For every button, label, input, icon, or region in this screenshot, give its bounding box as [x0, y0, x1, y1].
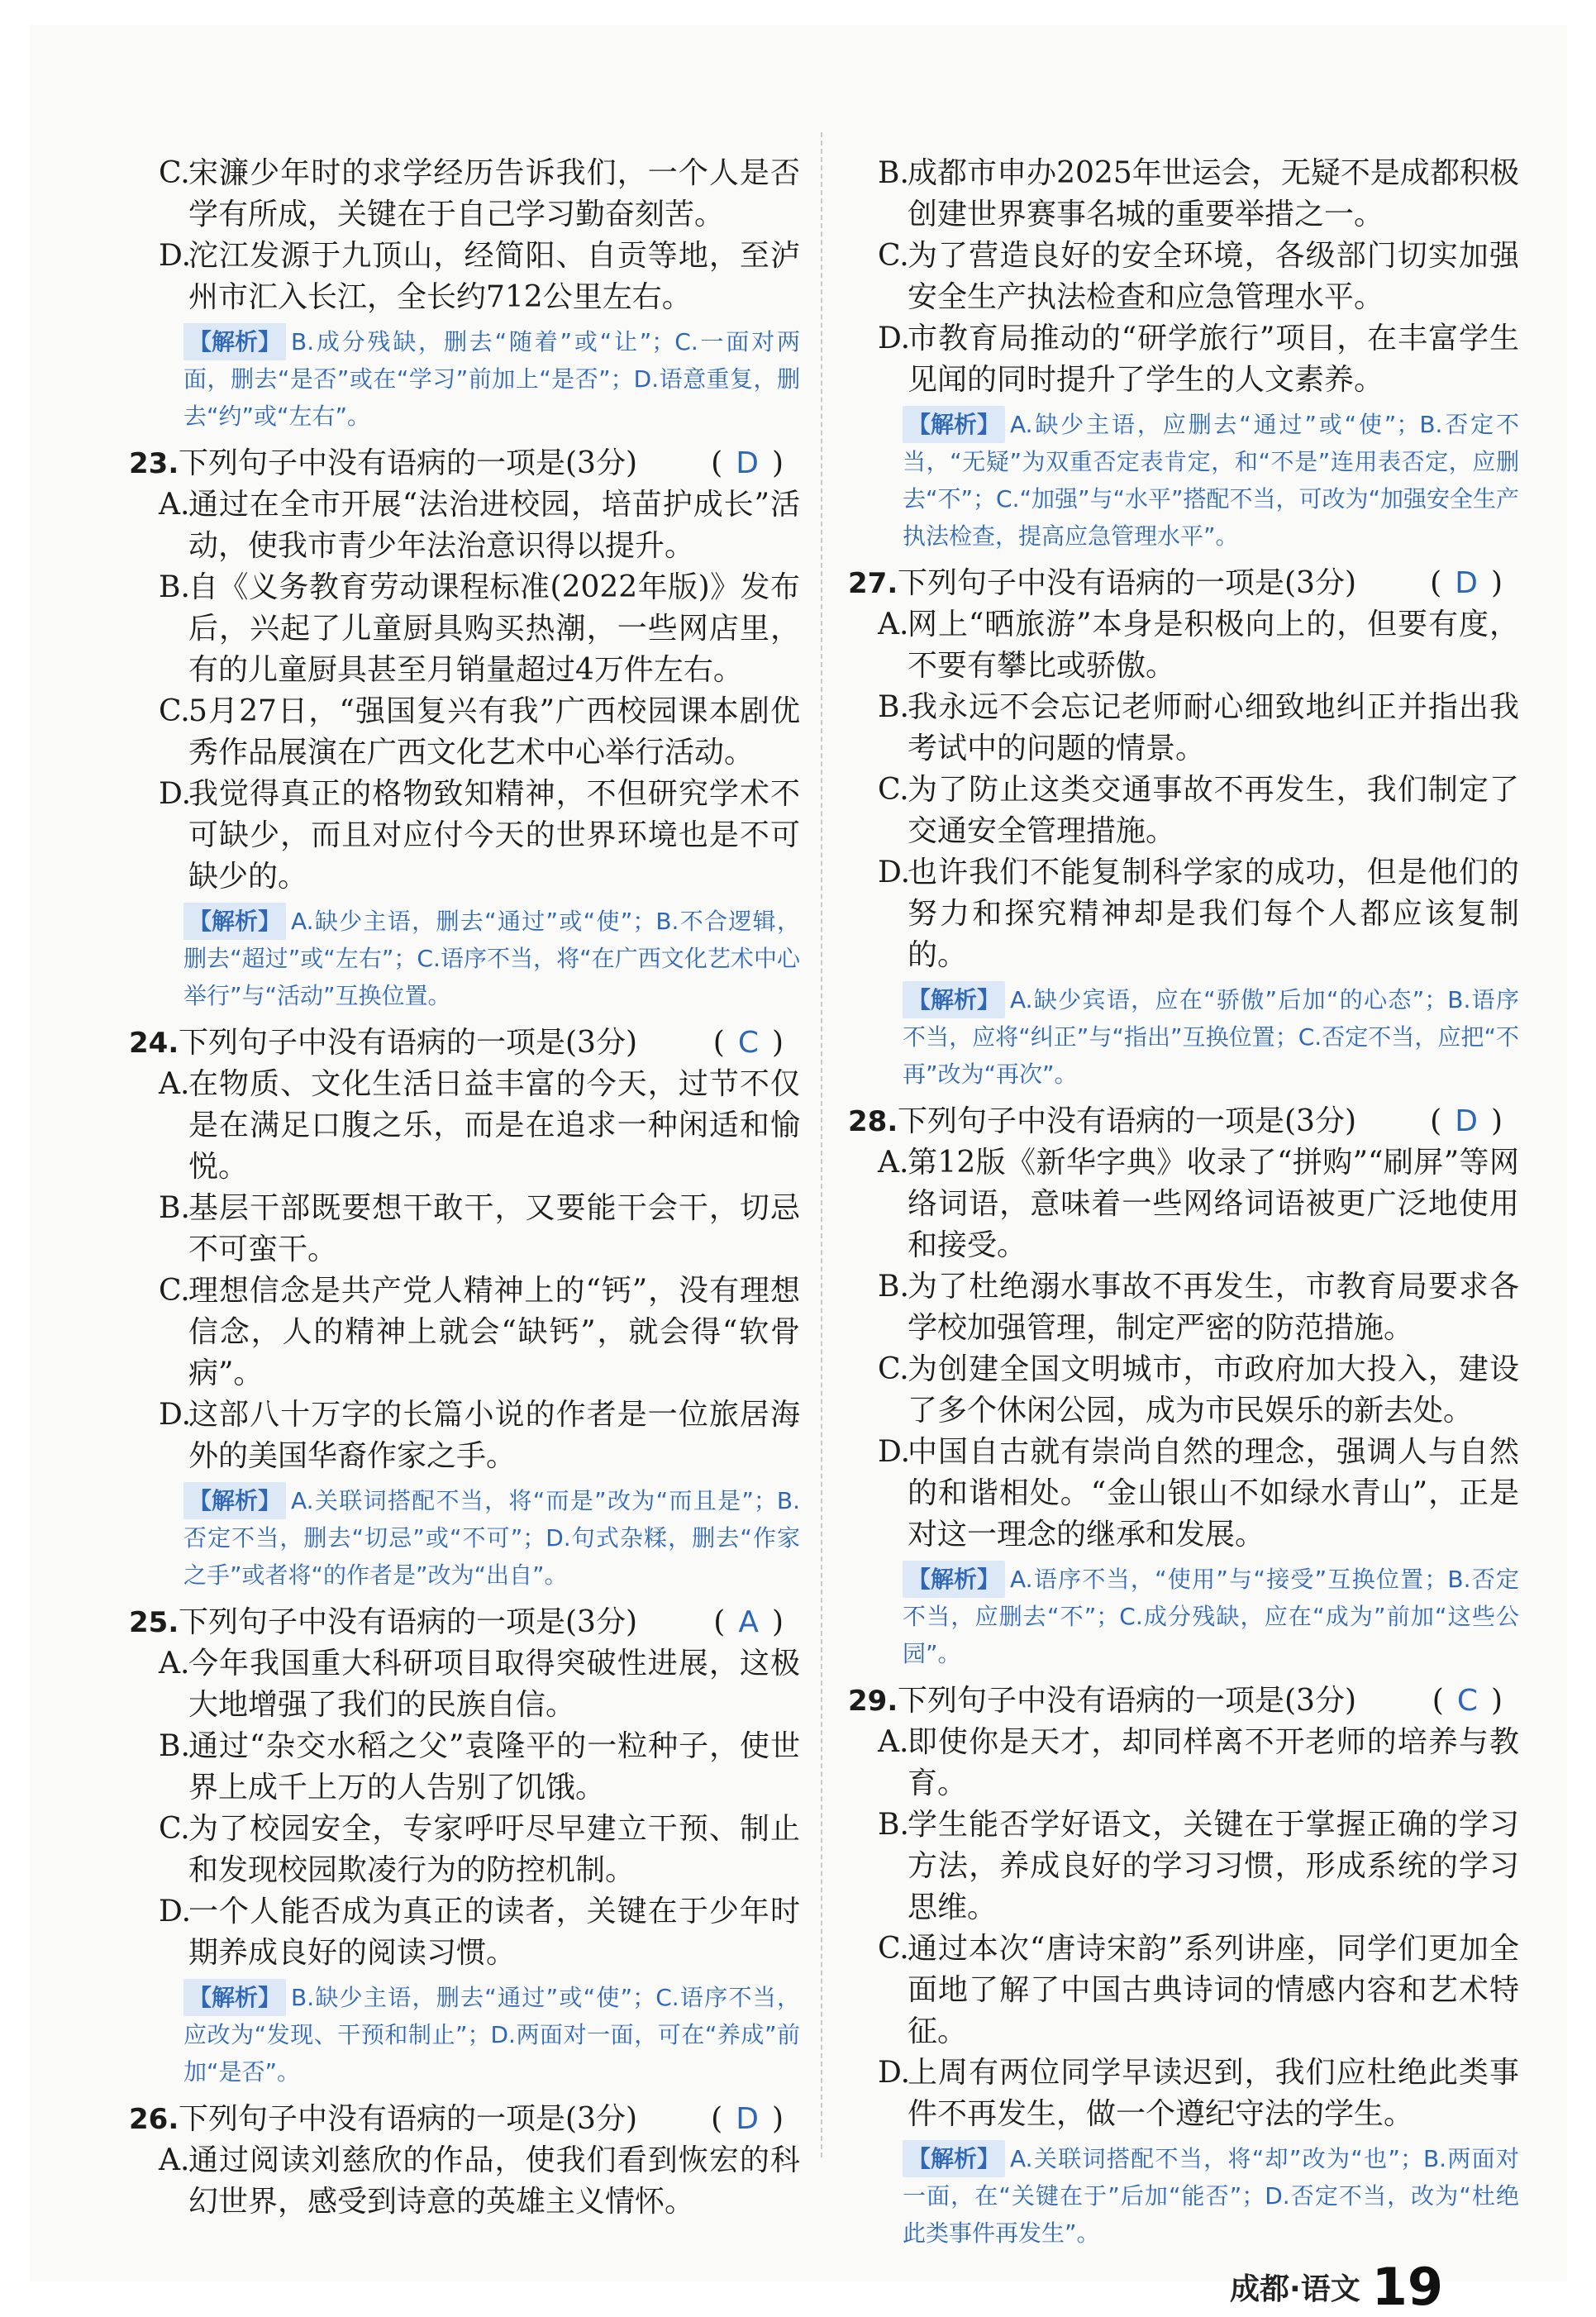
- answer-bracket: ( C ): [712, 1026, 784, 1060]
- option-item: [129, 1271, 800, 1394]
- analysis-note: [183, 323, 800, 435]
- question-number: 27.: [848, 567, 898, 600]
- analysis-tag: 【解析】: [183, 903, 286, 940]
- option-key: A.: [159, 2143, 190, 2177]
- question-number: 24.: [129, 1027, 179, 1060]
- option-key: D.: [878, 1435, 911, 1469]
- option-key: B.: [878, 1270, 909, 1304]
- option-key: C.: [159, 694, 190, 728]
- option-text: 学生能否学好语文，关键在于掌握正确的学习方法，养成良好的学习习惯，形成系统的学习思维。: [908, 1808, 1519, 1924]
- option-item: [848, 852, 1519, 976]
- option-key: D.: [878, 322, 911, 355]
- analysis-tag: 【解析】: [183, 323, 286, 360]
- question-stem: 下列句子中没有语病的一项是(3分): [179, 446, 637, 480]
- option-text: 这部八十万字的长篇小说的作者是一位旅居海外的美国华裔作家之手。: [188, 1398, 800, 1473]
- right-column: [848, 153, 1519, 2260]
- question-header: [848, 1101, 1519, 1142]
- option-text: 为了防止这类交通事故不再发生，我们制定了交通安全管理措施。: [908, 773, 1519, 848]
- option-text: 宋濂少年时的求学经历告诉我们，一个人是否学有所成，关键在于自己学习勤奋刻苦。: [188, 156, 800, 231]
- option-text: 也许我们不能复制科学家的成功，但是他们的努力和探究精神却是我们每个人都应该复制的。: [908, 856, 1519, 972]
- option-item: [848, 153, 1519, 236]
- analysis-text: B.成分残缺，删去“随着”或“让”；C.一面对两面，删去“是否”或在“学习”前加上“是否”；D.语意重复，删去“约”或“左右”。: [183, 328, 800, 430]
- option-text: 第12版《新华字典》收录了“拼购”“刷屏”等网络词语，意味着一些网络词语被更广泛地使用和接受。: [908, 1146, 1519, 1262]
- option-key: B.: [159, 570, 190, 604]
- option-key: B.: [159, 1729, 190, 1763]
- option-text: 市教育局推动的“研学旅行”项目，在丰富学生见闻的同时提升了学生的人文素养。: [908, 322, 1519, 397]
- option-text: 上周有两位同学早读迟到，我们应杜绝此类事件不再发生，做一个遵纪守法的学生。: [908, 2056, 1519, 2131]
- analysis-note: [903, 1561, 1519, 1672]
- analysis-text: A.缺少主语，删去“通过”或“使”；B.不合逻辑，删去“超过”或“左右”；C.语序不当，将“在广西文化艺术中心举行”与“活动”互换位置。: [183, 908, 800, 1009]
- question-number: 29.: [848, 1685, 898, 1718]
- page-number: 19: [1371, 2257, 1443, 2317]
- analysis-tag: 【解析】: [183, 1482, 286, 1519]
- option-text: 理想信念是共产党人精神上的“钙”，没有理想信念，人的精神上就会“缺钙”，就会得“软骨病”。: [188, 1274, 800, 1390]
- option-text: 通过在全市开展“法治进校园，培苗护成长”活动，使我市青少年法治意识得以提升。: [188, 488, 800, 563]
- option-item: [129, 153, 800, 236]
- option-text: 沱江发源于九顶山，经简阳、自贡等地，至泸州市汇入长江，全长约712公里左右。: [188, 239, 800, 314]
- option-text: 成都市申办2025年世运会，无疑不是成都积极创建世界赛事名城的重要举措之一。: [908, 156, 1519, 231]
- answer-bracket: ( D ): [711, 446, 784, 480]
- option-item: [129, 1726, 800, 1809]
- option-text: 一个人能否成为真正的读者，关键在于少年时期养成良好的阅读习惯。: [188, 1895, 800, 1970]
- option-item: [129, 1394, 800, 1477]
- option-item: [848, 2052, 1519, 2135]
- analysis-note: [183, 1979, 800, 2091]
- option-item: [848, 1142, 1519, 1266]
- option-text: 为了校园安全，专家呼吁尽早建立干预、制止和发现校园欺凌行为的防控机制。: [188, 1812, 800, 1887]
- answer-letter: D: [736, 2102, 759, 2136]
- page-footer: [1230, 2257, 1443, 2317]
- analysis-note: [903, 2140, 1519, 2252]
- option-text: 通过本次“唐诗宋韵”系列讲座，同学们更加全面地了解了中国古典诗词的情感内容和艺术特征。: [908, 1932, 1519, 2048]
- option-item: [848, 318, 1519, 401]
- option-text: 今年我国重大科研项目取得突破性进展，这极大地增强了我们的民族自信。: [188, 1647, 800, 1722]
- option-item: [129, 774, 800, 898]
- option-text: 5月27日，“强国复兴有我”广西校园课本剧优秀作品展演在广西文化艺术中心举行活动。: [188, 694, 800, 770]
- analysis-note: [903, 406, 1519, 555]
- option-item: [129, 2140, 800, 2223]
- option-item: [848, 1266, 1519, 1349]
- option-item: [129, 236, 800, 318]
- option-text: 通过“杂交水稻之父”袁隆平的一粒种子，使世界上成千上万的人告别了饥饿。: [188, 1729, 800, 1804]
- option-item: [848, 604, 1519, 687]
- answer-letter: D: [1455, 566, 1478, 600]
- analysis-tag: 【解析】: [903, 1561, 1005, 1598]
- question-number: 26.: [129, 2103, 179, 2136]
- option-item: [848, 770, 1519, 852]
- option-item: [129, 484, 800, 567]
- option-item: [129, 1809, 800, 1891]
- option-key: C.: [878, 1352, 909, 1386]
- option-item: [848, 1432, 1519, 1556]
- question-header: [848, 563, 1519, 604]
- option-text: 为了杜绝溺水事故不再发生，市教育局要求各学校加强管理，制定严密的防范措施。: [908, 1270, 1519, 1345]
- question-stem: 下列句子中没有语病的一项是(3分): [898, 1104, 1356, 1138]
- option-key: D.: [878, 2056, 911, 2090]
- question-number: 25.: [129, 1606, 179, 1639]
- option-text: 中国自古就有崇尚自然的理念，强调人与自然的和谐相处。“金山银山不如绿水青山”，正是对这一理念的继承和发展。: [908, 1435, 1519, 1552]
- option-key: C.: [878, 773, 909, 807]
- option-text: 我永远不会忘记老师耐心细致地纠正并指出我考试中的问题的情景。: [908, 690, 1519, 765]
- question-header: [848, 1681, 1519, 1722]
- option-item: [848, 1349, 1519, 1432]
- left-column: [129, 153, 800, 2223]
- option-key: D.: [159, 1398, 192, 1432]
- option-key: B.: [878, 156, 909, 190]
- answer-bracket: ( D ): [711, 2102, 784, 2136]
- option-key: A.: [159, 1067, 190, 1101]
- option-text: 即使你是天才，却同样离不开老师的培养与教育。: [908, 1725, 1519, 1800]
- analysis-note: [903, 981, 1519, 1093]
- answer-letter: D: [736, 446, 759, 480]
- option-text: 通过阅读刘慈欣的作品，使我们看到恢宏的科幻世界，感受到诗意的英雄主义情怀。: [188, 2143, 800, 2219]
- option-key: A.: [878, 1146, 909, 1180]
- analysis-note: [183, 1482, 800, 1594]
- option-key: C.: [878, 1932, 909, 1966]
- option-item: [129, 1643, 800, 1726]
- analysis-tag: 【解析】: [183, 1979, 286, 2016]
- option-key: B.: [878, 690, 909, 724]
- option-key: A.: [878, 1725, 909, 1759]
- option-item: [848, 687, 1519, 770]
- option-item: [848, 236, 1519, 318]
- analysis-tag: 【解析】: [903, 2140, 1005, 2177]
- option-item: [848, 1722, 1519, 1804]
- analysis-note: [183, 903, 800, 1014]
- question-stem: 下列句子中没有语病的一项是(3分): [898, 566, 1356, 600]
- answer-letter: D: [1455, 1104, 1478, 1138]
- analysis-text: A.关联词搭配不当，将“却”改为“也”；B.两面对一面，在“关键在于”后加“能否”；D.否定不当，改为“杜绝此类事件再发生”。: [903, 2145, 1519, 2247]
- answer-bracket: ( C ): [1432, 1684, 1503, 1718]
- option-key: A.: [159, 488, 190, 522]
- option-key: A.: [878, 608, 909, 641]
- option-key: D.: [159, 1895, 192, 1928]
- option-text: 网上“晒旅游”本身是积极向上的，但要有度，不要有攀比或骄傲。: [908, 608, 1519, 683]
- analysis-text: A.缺少宾语，应在“骄傲”后加“的心态”；B.语序不当，应将“纠正”与“指出”互换位置；C.否定不当，应把“不再”改为“再次”。: [903, 986, 1519, 1088]
- answer-bracket: ( D ): [1430, 1104, 1503, 1138]
- analysis-tag: 【解析】: [903, 406, 1005, 443]
- question-header: [129, 2099, 800, 2140]
- option-item: [129, 691, 800, 774]
- analysis-text: A.缺少主语，应删去“通过”或“使”；B.否定不当，“无疑”为双重否定表肯定，和“不是”连用表否定，应删去“不”；C.“加强”与“水平”搭配不当，可改为“加强安全生产执法检查，提高应急管理水平”。: [903, 411, 1519, 550]
- page: [30, 25, 1567, 2317]
- footer-label: 成都·语文: [1230, 2272, 1360, 2306]
- answer-bracket: ( D ): [1430, 566, 1503, 600]
- option-key: A.: [159, 1647, 190, 1681]
- answer-letter: C: [737, 1026, 759, 1060]
- option-item: [129, 1891, 800, 1974]
- question-stem: 下列句子中没有语病的一项是(3分): [179, 1605, 637, 1639]
- question-stem: 下列句子中没有语病的一项是(3分): [179, 1026, 637, 1060]
- option-item: [129, 1064, 800, 1188]
- answer-letter: C: [1456, 1684, 1478, 1718]
- analysis-text: A.语序不当，“使用”与“接受”互换位置；B.否定不当，应删去“不”；C.成分残缺，应在“成为”前加“这些公园”。: [903, 1566, 1519, 1667]
- option-text: 我觉得真正的格物致知精神，不但研究学术不可缺少，而且对应付今天的世界环境也是不可缺少的。: [188, 777, 800, 894]
- option-text: 在物质、文化生活日益丰富的今天，过节不仅是在满足口腹之乐，而是在追求一种闲适和愉悦。: [188, 1067, 800, 1184]
- option-text: 基层干部既要想干敢干，又要能干会干，切忌不可蛮干。: [188, 1191, 800, 1266]
- option-item: [129, 567, 800, 691]
- question-header: [129, 443, 800, 484]
- answer-bracket: ( A ): [713, 1605, 784, 1639]
- question-number: 28.: [848, 1105, 898, 1138]
- analysis-text: A.关联词搭配不当，将“而是”改为“而且是”；B.否定不当，删去“切忌”或“不可”；D.句式杂糅，删去“作家之手”或者将“的作者是”改为“出自”。: [183, 1487, 800, 1589]
- option-item: [848, 1928, 1519, 2052]
- option-key: C.: [159, 156, 190, 190]
- option-key: D.: [159, 239, 192, 273]
- question-stem: 下列句子中没有语病的一项是(3分): [898, 1684, 1356, 1718]
- option-text: 为创建全国文明城市，市政府加大投入，建设了多个休闲公园，成为市民娱乐的新去处。: [908, 1352, 1519, 1428]
- option-key: B.: [878, 1808, 909, 1842]
- option-key: D.: [159, 777, 192, 811]
- option-key: C.: [878, 239, 909, 273]
- analysis-text: B.缺少主语，删去“通过”或“使”；C.语序不当，应改为“发现、干预和制止”；D.两面对一面，可在“养成”前加“是否”。: [183, 1984, 800, 2086]
- question-header: [129, 1023, 800, 1064]
- answer-letter: A: [738, 1605, 759, 1639]
- question-number: 23.: [129, 447, 179, 480]
- analysis-tag: 【解析】: [903, 981, 1005, 1018]
- option-text: 为了营造良好的安全环境，各级部门切实加强安全生产执法检查和应急管理水平。: [908, 239, 1519, 314]
- option-key: B.: [159, 1191, 190, 1225]
- option-item: [129, 1188, 800, 1271]
- question-header: [129, 1602, 800, 1643]
- option-text: 自《义务教育劳动课程标准(2022年版)》发布后，兴起了儿童厨具购买热潮，一些网店里，有的儿童厨具甚至月销量超过4万件左右。: [188, 570, 800, 687]
- column-divider: [821, 132, 822, 2157]
- option-key: C.: [159, 1812, 190, 1846]
- question-stem: 下列句子中没有语病的一项是(3分): [179, 2102, 637, 2136]
- option-key: D.: [878, 856, 911, 889]
- option-key: C.: [159, 1274, 190, 1308]
- option-item: [848, 1804, 1519, 1928]
